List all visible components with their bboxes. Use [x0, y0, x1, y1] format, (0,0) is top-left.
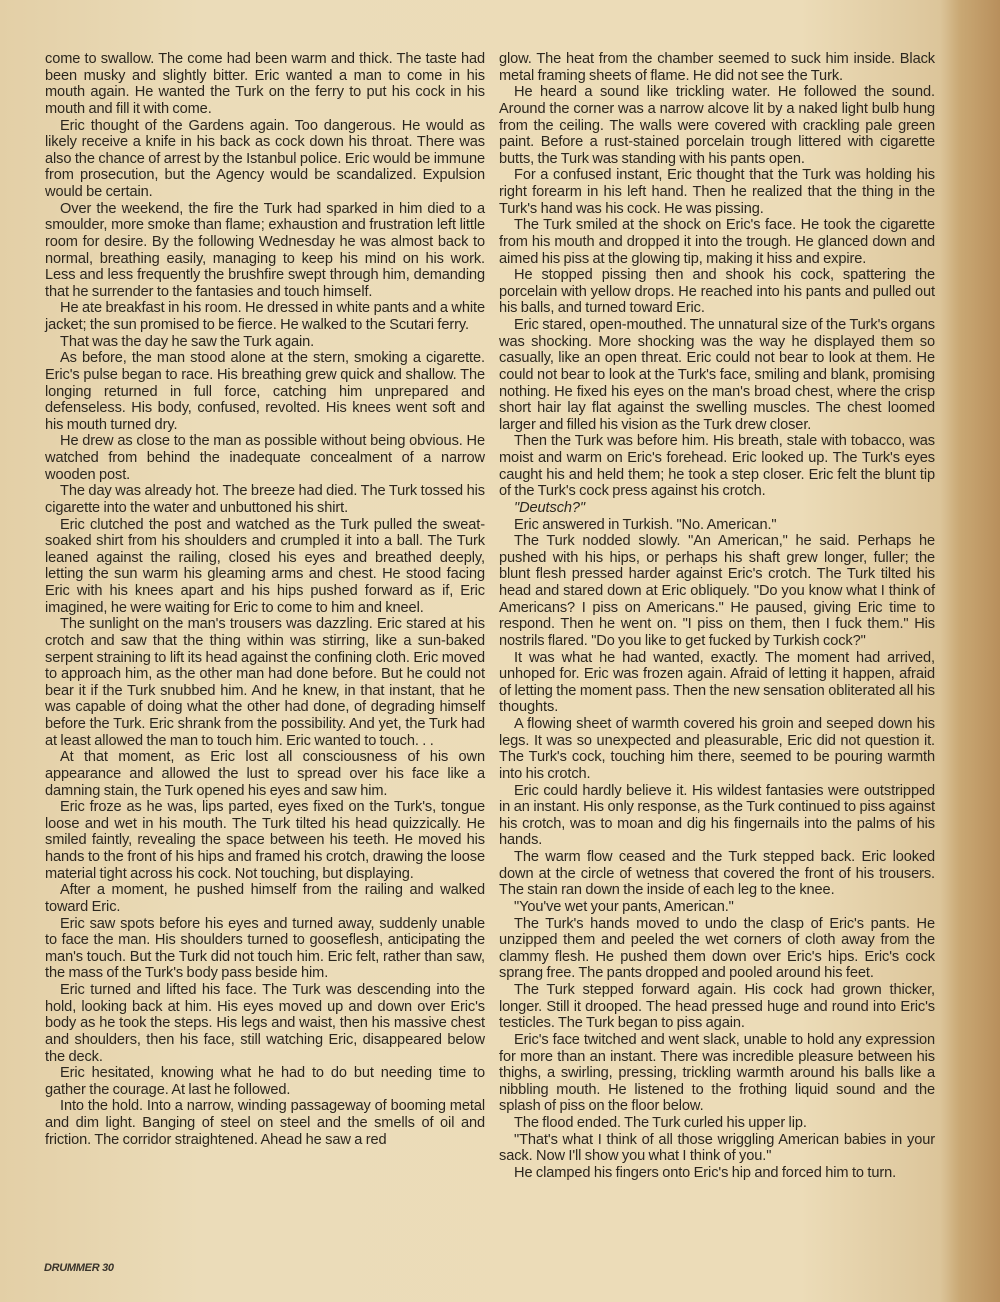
paragraph: Eric stared, open-mouthed. The unnatural size of the Turk's organs was shocking. More shocking was the way he displayed them so casually, like an open threat. Eric could not bear to look at them. He could not bear to look at the Turk's face, smiling and blank, promising nothing. He fixed his eyes on the man's broad chest, where the crisp short hair lay flat against the swelling muscles. The chest loomed larger and filled his vision as the Turk drew closer. [499, 317, 935, 433]
paragraph: The Turk nodded slowly. "An American," he said. Perhaps he pushed with his hips, or perhaps his shaft grew longer, fuller; the blunt flesh pressed harder against Eric's crotch. The Turk tilted his head and stared down at Eric obliquely. "Do you know what I think of Americans? I piss on Americans." He paused, giving Eric time to respond. Then he went on. "I piss on them, then I fuck them." His nostrils flared. "Do you like to get fucked by Turkish cock?" [499, 533, 935, 649]
paragraph: The Turk's hands moved to undo the clasp of Eric's pants. He unzipped them and peeled the wet corners of cloth away from the clammy flesh. He pushed them down over Eric's hips. Eric's cock sprang free. The pants dropped and pooled around his feet. [499, 915, 935, 982]
paragraph: As before, the man stood alone at the stern, smoking a cigarette. Eric's pulse began to race. His breathing grew quick and shallow. The longing returned in full force, catching him unprepared and defenseless. His body, confused, revolted. His knees went soft and his mouth turned dry. [45, 350, 485, 433]
paragraph: Eric saw spots before his eyes and turned away, suddenly unable to face the man. His shoulders turned to gooseflesh, anticipating the man's touch. But the Turk did not touch him. Eric felt, rather than saw, the mass of the Turk's body pass beside him. [45, 915, 485, 982]
paragraph: For a confused instant, Eric thought that the Turk was holding his right forearm in his left hand. Then he realized that the thing in the Turk's hand was his cock. He was pissing. [499, 167, 935, 217]
paragraph: glow. The heat from the chamber seemed to suck him inside. Black metal framing sheets of flame. He did not see the Turk. [499, 51, 935, 84]
paragraph: Eric answered in Turkish. "No. American." [514, 516, 777, 533]
paragraph: The Turk smiled at the shock on Eric's face. He took the cigarette from his mouth and dropped it into the trough. He glanced down and aimed his piss at the glowing tip, making it hiss and expire. [499, 217, 935, 267]
paragraph: The day was already hot. The breeze had died. The Turk tossed his cigarette into the water and unbuttoned his shirt. [45, 483, 485, 516]
paragraph: The Turk stepped forward again. His cock had grown thicker, longer. Still it drooped. The head pressed huge and round into Eric's testicles. The Turk began to piss again. [499, 982, 935, 1032]
paragraph: The warm flow ceased and the Turk stepped back. Eric looked down at the circle of wetness that covered the front of his trousers. The stain ran down the inside of each leg to the knee. [499, 849, 935, 899]
paragraph: It was what he had wanted, exactly. The moment had arrived, unhoped for. Eric was frozen again. Afraid of letting it happen, afraid of letting the moment pass. Then the new sensation obliterated all his thoughts. [499, 649, 935, 716]
page-footer: DRUMMER 30 [44, 1262, 114, 1274]
paragraph: Into the hold. Into a narrow, winding passageway of booming metal and dim light. Banging of steel on steel and the smells of oil and friction. The corridor straightened. Ahead he saw a red [45, 1098, 485, 1148]
paragraph: "Deutsch?" [514, 499, 586, 516]
paragraph: After a moment, he pushed himself from the railing and walked toward Eric. [45, 882, 485, 915]
paragraph: "You've wet your pants, American." [514, 898, 734, 915]
paragraph: Eric clutched the post and watched as the Turk pulled the sweat-soaked shirt from his shoulders and crumpled it into a ball. The Turk leaned against the railing, closed his eyes and breathed deeply, letting the sun warm his gleaming arms and chest. He stood facing Eric with his knees apart and his hips pushed forward as if, Eric imagined, he were waiting for Eric to come to him and kneel. [45, 516, 485, 616]
paragraph: Eric turned and lifted his face. The Turk was descending into the hold, looking back at him. His eyes moved up and down over Eric's body as he took the steps. His legs and waist, then his massive chest and shoulders, then his face, still watching Eric, disappeared below the deck. [45, 982, 485, 1065]
paragraph: He drew as close to the man as possible without being obvious. He watched from behind the inadequate concealment of a narrow wooden post. [45, 433, 485, 483]
paragraph: A flowing sheet of warmth covered his groin and seeped down his legs. It was so unexpected and pleasurable, Eric did not question it. The Turk's cock, touching him there, seemed to be pouring warmth into his crotch. [499, 716, 935, 782]
left-column [45, 51, 485, 1148]
paragraph: The sunlight on the man's trousers was dazzling. Eric stared at his crotch and saw that the thing within was stirring, like a sun-baked serpent straining to lift its head against the confining cloth. Eric moved to approach him, as the other man had done before. But he could not bear it if the Turk snubbed him. And he knew, in that instant, that he was capable of doing what the other had done, of degrading himself before the Turk. Eric shrank from the possibility. And yet, the Turk had at least allowed the man to touch him. Eric wanted to touch. . . [45, 616, 485, 749]
paragraph: He ate breakfast in his room. He dressed in white pants and a white jacket; the sun promised to be fierce. He walked to the Scutari ferry. [45, 300, 485, 333]
paragraph: Over the weekend, the fire the Turk had sparked in him died to a smoulder, more smoke than flame; exhaustion and frustration left little room for desire. By the following Wednesday he was almost back to normal, breathing easily, managing to keep his mind on his work. Less and less frequently the brushfire swept through him, demanding that he surrender to the fantasies and touch himself. [45, 200, 485, 300]
paragraph: He stopped pissing then and shook his cock, spattering the porcelain with yellow drops. He reached into his pants and pulled out his balls, and turned toward Eric. [499, 267, 935, 317]
paragraph: He heard a sound like trickling water. He followed the sound. Around the corner was a narrow alcove lit by a naked light bulb hung from the ceiling. The walls were covered with crackling pale green paint. Before a rust-stained porcelain trough littered with cigarette butts, the Turk was standing with his pants open. [499, 84, 935, 167]
paragraph: At that moment, as Eric lost all consciousness of his own appearance and allowed the lust to spread over his face like a damning stain, the Turk opened his eyes and saw him. [45, 749, 485, 799]
paragraph: Eric thought of the Gardens again. Too dangerous. He would as likely receive a knife in his back as cock down his throat. There was also the chance of arrest by the Istanbul police. Eric would be immune from prosecution, but the Agency would be scandalized. Expulsion would be certain. [45, 117, 485, 200]
paragraph: That was the day he saw the Turk again. [60, 333, 315, 350]
paragraph: Eric could hardly believe it. His wildest fantasies were outstripped in an instant. His only response, as the Turk continued to piss against his crotch, was to moan and dig his fingernails into the palms of his hands. [499, 782, 935, 849]
paragraph: Eric froze as he was, lips parted, eyes fixed on the Turk's, tongue loose and wet in his mouth. The Turk tilted his head quizzically. He smiled faintly, revealing the space between his teeth. He moved his hands to the front of his hips and framed his crotch, drawing the loose material tight across his cock. Not touching, but displaying. [45, 799, 485, 882]
paragraph: Then the Turk was before him. His breath, stale with tobacco, was moist and warm on Eric's forehead. Eric looked up. The Turk's eyes caught his and held them; he took a step closer. Eric felt the blunt tip of the Turk's cock press against his crotch. [499, 433, 935, 500]
paragraph: "That's what I think of all those wriggling American babies in your sack. Now I'll show you what I think of you." [499, 1131, 935, 1165]
paragraph: The flood ended. The Turk curled his upper lip. [514, 1115, 807, 1131]
paragraph: He clamped his fingers onto Eric's hip and forced him to turn. [514, 1164, 897, 1181]
right-column [499, 51, 935, 1182]
paragraph: come to swallow. The come had been warm and thick. The taste had been musky and slightly bitter. Eric wanted a man to come in his mouth again. He wanted the Turk on the ferry to put his cock in his mouth and fill it with come. [45, 51, 485, 117]
paragraph: Eric's face twitched and went slack, unable to hold any expression for more than an instant. There was incredible pleasure between his thighs, a swirling, pressing, trickling warmth around his balls like a nibbling mouth. He listened to the frothing liquid sound and the splash of piss on the floor below. [499, 1031, 935, 1115]
paragraph: Eric hesitated, knowing what he had to do but needing time to gather the courage. At last he followed. [45, 1065, 485, 1098]
